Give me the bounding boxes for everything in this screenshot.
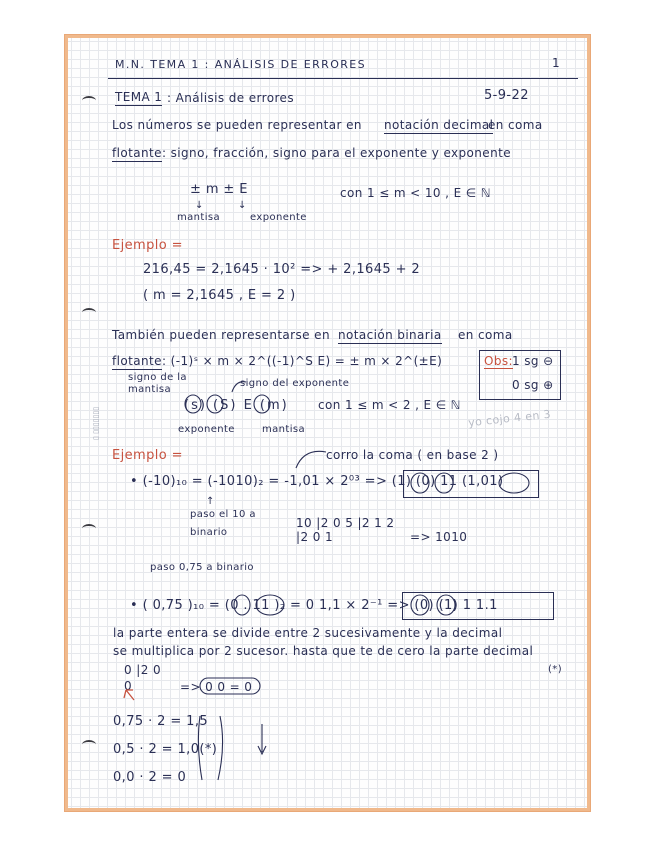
example-line: • ( 0,75 )₁₀ = (0 . 11 )₂ = 0 1,1 × 2⁻¹ => (0) (1) 1 1.1 bbox=[130, 598, 498, 613]
circle-mark bbox=[499, 473, 529, 493]
obs-label: Obs: bbox=[484, 354, 513, 368]
intro-text: : signo, fracción, signo para el exponente y exponente bbox=[162, 146, 511, 160]
formula-condition: con 1 ≤ m < 10 , E ∈ ℕ bbox=[340, 186, 491, 200]
label-exponente: exponente bbox=[178, 424, 235, 435]
example-label: Ejemplo = bbox=[112, 238, 183, 253]
circle-mark bbox=[411, 595, 429, 615]
faded-note: yo cojo 4 en 3 bbox=[467, 407, 552, 430]
circle-mark bbox=[254, 395, 270, 413]
note-paso: paso el 10 a binario bbox=[190, 509, 256, 538]
formula: ± m ± E bbox=[190, 182, 248, 197]
date: 5-9-22 bbox=[484, 88, 529, 103]
box-mark bbox=[200, 678, 260, 694]
intro-text: en coma bbox=[488, 118, 543, 132]
section-subtitle: : Análisis de errores bbox=[167, 91, 294, 105]
multiply-step: 0,5 · 2 = 1,0(*) bbox=[113, 742, 218, 757]
binary-sequence: (s) (S) E (m) bbox=[184, 398, 289, 413]
example-line: • (-10)₁₀ = (-1010)₂ = -1,01 × 2⁰³ => (1) (0) 11 (1,01) bbox=[130, 474, 504, 489]
note-coma: corro la coma ( en base 2 ) bbox=[326, 448, 499, 462]
example-label: Ejemplo = bbox=[112, 448, 183, 463]
binary-highlight: flotante bbox=[112, 354, 162, 368]
circle-mark bbox=[256, 595, 284, 615]
section-title: TEMA 1 bbox=[115, 90, 163, 104]
zero-result: => 0 0 = 0 bbox=[180, 680, 253, 694]
example-line: ( m = 2,1645 , E = 2 ) bbox=[143, 288, 296, 303]
intro-text: Los números se pueden representar en bbox=[112, 118, 362, 132]
binary-condition: con 1 ≤ m < 2 , E ∈ ℕ bbox=[318, 398, 461, 412]
circle-mark bbox=[207, 395, 223, 413]
division-result: => 1010 bbox=[410, 530, 468, 544]
red-arrow bbox=[124, 690, 134, 700]
label-mantisa: mantisa bbox=[177, 212, 221, 223]
explanation: la parte entera se divide entre 2 sucesivamente y la decimal bbox=[113, 626, 503, 640]
multiply-step: 0,75 · 2 = 1,5 bbox=[113, 714, 209, 729]
multiply-step: 0,0 · 2 = 0 bbox=[113, 770, 187, 785]
circle-mark bbox=[435, 473, 453, 493]
label-signo-mantisa: signo de la mantisa bbox=[128, 372, 187, 395]
obs-item: 1 sg ⊖ bbox=[512, 354, 554, 368]
binary-text: en coma bbox=[458, 328, 513, 342]
label-mantisa: mantisa bbox=[262, 424, 306, 435]
label-exponente: exponente bbox=[250, 212, 307, 223]
circle-mark bbox=[437, 595, 455, 615]
arrow-mark bbox=[232, 382, 246, 392]
division: 0 |2 0 0 bbox=[124, 663, 161, 693]
arrow-mark bbox=[258, 724, 266, 754]
note-paso-075: paso 0,75 a binario bbox=[150, 562, 254, 573]
division: 10 |2 0 5 |2 1 2 |2 0 1 bbox=[296, 516, 395, 544]
obs-item: 0 sg ⊕ bbox=[512, 378, 554, 392]
circle-mark bbox=[411, 473, 429, 493]
label-signo-exponente: signo del exponente bbox=[240, 378, 350, 389]
bracket-mark bbox=[218, 716, 223, 780]
intro-highlight: flotante bbox=[112, 146, 162, 160]
example-line: 216,45 = 2,1645 · 10² => + 2,1645 + 2 bbox=[143, 262, 421, 277]
asterisk-note: (*) bbox=[548, 664, 563, 675]
page-header: M.N. TEMA 1 : ANÁLISIS DE ERRORES bbox=[115, 58, 367, 71]
explanation: se multiplica por 2 sucesor. hasta que te de cero la parte decimal bbox=[113, 644, 534, 658]
bracket-mark bbox=[198, 716, 202, 780]
arrow-mark bbox=[296, 451, 326, 468]
scanner-watermark: ▯ ▯▯▯▯▯▯▯ bbox=[92, 406, 100, 440]
binary-highlight: notación binaria bbox=[338, 328, 442, 342]
binary-formula: : (-1)ˢ × m × 2^((-1)^S E) = ± m × 2^(±E) bbox=[162, 354, 443, 368]
page-number: 1 bbox=[552, 56, 561, 70]
binary-text: También pueden representarse en bbox=[112, 328, 330, 342]
circle-mark bbox=[234, 595, 250, 615]
intro-highlight: notación decimal bbox=[384, 118, 494, 132]
circle-mark bbox=[185, 395, 201, 413]
